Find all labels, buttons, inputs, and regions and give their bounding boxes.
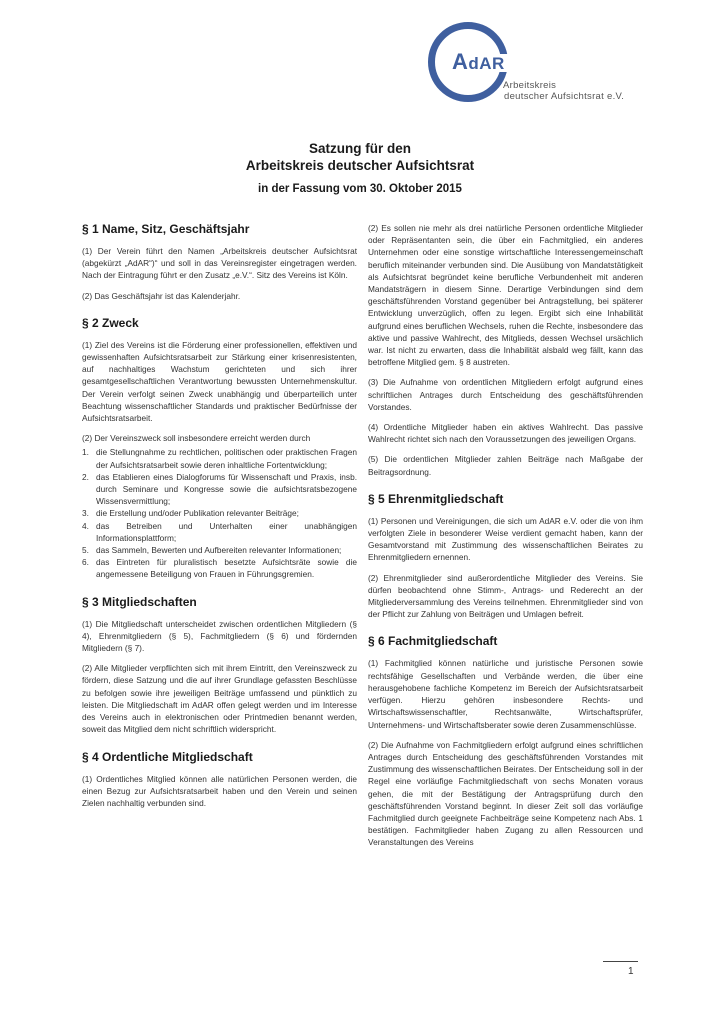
section-heading: § 4 Ordentliche Mitgliedschaft (82, 749, 253, 764)
paragraph: (2) Ehrenmitglieder sind außerordentliche Mitglieder des Vereins. Sie dürfen beobachtend ohne Stimm-, Antrags- und Rederecht an der Mitgliederversammlung des Vereins teilnehmen. Ehrenmitglieder sind von der Pflicht zur Zahlung von Beiträgen und Umlagen befreit. (368, 572, 643, 620)
right-column (368, 222, 643, 863)
list-item: 6. das Eintreten für pluralistisch besetzte Aufsichtsräte sowie die angemessene Beteiligung von Frauen in Führungsgremien. (82, 557, 357, 580)
section-heading: § 1 Name, Sitz, Geschäftsjahr (82, 222, 250, 236)
section-heading: § 5 Ehrenmitgliedschaft (368, 491, 504, 506)
paragraph: (2) Es sollen nie mehr als drei natürliche Personen ordentliche Mitglieder oder Repräsentanten sein, die über ein Fachmitglied, ein anderes Unternehmen oder eine sonstige wirtschaftliche Interessengemeinschaft beruflich miteinander verbunden sind. Die Ausübung von Mandatstätigkeit als Aufsichtsrat begründet keine berufliche Verbundenheit mit anderen Mandatsträgern in diesem Sinne. Derartige Verbindungen sind dem geschäftsführenden Vorstand gegenüber bei Antragstellung, bei späterer Entwicklung unverzüglich, offen zu legen. Ergibt sich eine Inhabilität aufgrund eines beruflichen Wechsels, ruhen die Rechte, insbesondere das aktive und passive Wahlrecht, des Mitglieds, dessen Wechsel ursächlich war. Ist nicht zu erwarten, dass die Inhabilität alsbald weg fällt, kann das betroffene Mitglied gem. § 8 austreten. (368, 223, 643, 368)
paragraph: (2) Alle Mitglieder verpflichten sich mit ihrem Eintritt, den Vereinszweck zu fördern, diese Satzung und die auf ihrer Grundlage gefassten Beschlüsse zu befolgen sowie ihre jeweiligen Beiträge umfassend und pünktlich zu leisten. Die Mitgliedschaft im AdAR offen gelegt werden und im Interesse des Vereins auch in elektronischen oder Printmedien benannt werden, soweit das Mitglied dem nicht schriftlich widerspricht. (82, 663, 357, 735)
paragraph: (4) Ordentliche Mitglieder haben ein aktives Wahlrecht. Das passive Wahlrecht richtet sich nach den Voraussetzungen des jeweiligen Organs. (368, 422, 643, 445)
list-item: 2. das Etablieren eines Dialogforums für Wissenschaft und Praxis, insb. durch Seminare und Kongresse sowie die aufsichtsratsbezogene Wissensvermittlung; (82, 471, 357, 507)
paragraph: (2) Die Aufnahme von Fachmitgliedern erfolgt aufgrund eines schriftlichen Antrages durch Entscheidung des geschäftsführenden Vorstandes mit Zustimmung des wissenschaftlichen Beirates. Der Entscheidung soll in der Regel eine vorläufige Fachmitgliedschaft von sechs Monaten voraus gehen, die mit der Bestätigung der Antragsprüfung durch den geschäftsführenden Vorstand beginnt. In dieser Zeit soll das vorläufige Fachmitglied durch geeignete Fachbeiträge seine Kompetenz nach Abs. 1 bestätigen. Fachmitglieder haben Zugang zu allen Ressourcen und Veranstaltungen des Vereins (368, 739, 643, 848)
list-item: 1. die Stellungnahme zu rechtlichen, politischen oder praktischen Fragen der Aufsichtsratsarbeit sowie deren inhaltliche Fortentwicklung; (82, 447, 357, 470)
section-heading: § 6 Fachmitgliedschaft (368, 634, 498, 649)
logo-subtitle: Arbeitskreis deutscher Aufsichtsrat e.V. (503, 80, 625, 102)
section-4-continued (368, 222, 643, 478)
adar-logo (428, 22, 640, 112)
left-column (82, 222, 357, 823)
title-line-1: Satzung für den (309, 141, 411, 156)
paragraph: (3) Die Aufnahme von ordentlichen Mitgliedern erfolgt aufgrund eines schriftlichen Antrages durch Entscheidung des geschäftsführenden Vorstandes. (368, 377, 643, 412)
section-heading: § 3 Mitgliedschaften (82, 594, 197, 609)
section-heading: § 2 Zweck (82, 315, 139, 330)
section-5 (368, 492, 643, 621)
document-title (0, 140, 720, 195)
title-date: in der Fassung vom 30. Oktober 2015 (258, 183, 462, 195)
section-2 (82, 316, 357, 581)
section-3 (82, 595, 357, 736)
title-line-2: Arbeitskreis deutscher Aufsichtsrat (245, 158, 475, 173)
list-item: 4. das Betreiben und Unterhalten einer unabhängigen Informationsplattform; (82, 520, 357, 543)
paragraph: (2) Der Vereinszweck soll insbesondere erreicht werden durch (82, 433, 311, 444)
paragraph: (1) Personen und Vereinigungen, die sich um AdAR e.V. oder die von ihm verfolgten Ziele in besonderer Weise verdient gemacht haben, kann der Gesamtvorstand mit Zustimmung des wissenschaftlichen Beirates zu Ehrenmitgliedern ernennen. (368, 515, 643, 563)
logo-wordmark: AdAR (452, 49, 505, 74)
paragraph: (2) Das Geschäftsjahr ist das Kalenderjahr. (82, 290, 241, 301)
footer-rule (603, 961, 638, 962)
section-4 (82, 750, 357, 810)
section-6 (368, 634, 643, 848)
section-1 (82, 222, 357, 302)
list-item: 5. das Sammeln, Bewerten und Aufbereiten relevanter Informationen; (82, 545, 342, 556)
paragraph: (1) Ordentliches Mitglied können alle natürlichen Personen werden, die einen Bezug zur Aufsichtsratsarbeit haben und den Verein und seinen Zielen nachhaltig verbunden sind. (82, 773, 357, 808)
page-number: 1 (628, 966, 634, 977)
purpose-list (82, 446, 357, 580)
paragraph: (1) Die Mitgliedschaft unterscheidet zwischen ordentlichen Mitgliedern (§ 4), Ehrenmitgliedern (§ 5), Fachmitgliedern (§ 6) und fördernden Mitgliedern (§ 7). (82, 618, 357, 654)
paragraph: (1) Fachmitglied können natürliche und juristische Personen sowie rechtsfähige Gesellschaften und Verbände werden, die über eine herausgehobene fachliche Kompetenz im Bereich der Aufsichtsratsarbeit verfügen. Hierzu gehören insbesondere Rechts- und Wirtschaftswissenschaftler, Rechtsanwälte, Wirtschaftsprüfer, Unternehmens- und Wirtschaftsberater sowie deren Zusammenschlüsse. (368, 658, 643, 730)
paragraph: (1) Ziel des Vereins ist die Förderung einer professionellen, effektiven und gewissenhaften Aufsichtsratsarbeit zur Stärkung einer krisenresistenten, auf nachhaltiges Wachstum gerichteten und sich ihrer gesamtgesellschaftlichen Verantwortung bewussten Unternehmenskultur. Der Verein verfolgt seinen Zweck unabhängig und überparteilich unter Beachtung wissenschaftlicher Standards und praktischer Bedürfnisse der Aufsichtsratsarbeit. (82, 339, 357, 424)
paragraph: (5) Die ordentlichen Mitglieder zahlen Beiträge nach Maßgabe der Beitragsordnung. (368, 454, 643, 477)
paragraph: (1) Der Verein führt den Namen „Arbeitskreis deutscher Aufsichtsrat (abgekürzt „AdAR“)“ und soll in das Vereinsregister eingetragen werden. Nach der Eintragung führt er den Zusatz „e.V.“. Sitz des Vereins ist Köln. (82, 246, 357, 281)
list-item: 3. die Erstellung und/oder Publikation relevanter Beiträge; (82, 508, 299, 519)
